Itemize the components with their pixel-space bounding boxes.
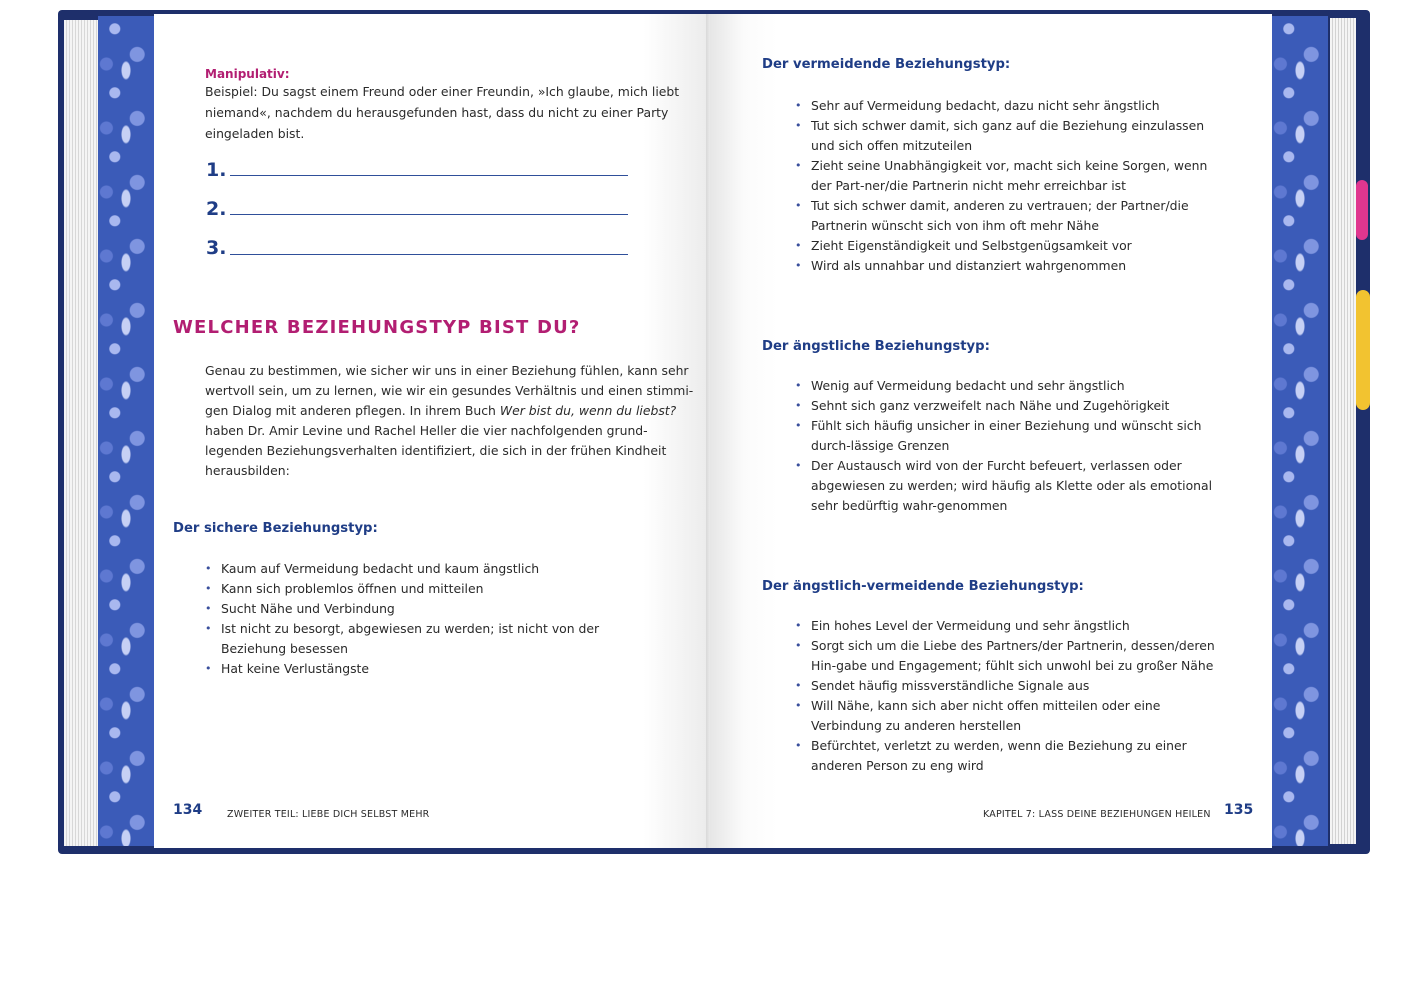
- intro-line-4: haben Dr. Amir Levine und Rachel Heller die vier nachfolgenden grund-: [205, 423, 648, 438]
- fearful-heading: Der ängstlich-vermeidende Beziehungstyp:: [762, 579, 1084, 594]
- answer-number-2: 2.: [206, 198, 227, 220]
- intro-line-3-text: gen Dialog mit anderen pflegen. In ihrem Buch: [205, 403, 496, 418]
- list-item: • Sehnt sich ganz verzweifelt nach Nähe und Zugehörigkeit: [795, 396, 1215, 416]
- list-item: • Zieht Eigenständigkeit und Selbstgenügsamkeit vor: [795, 236, 1215, 256]
- intro-line-6: herausbilden:: [205, 463, 290, 478]
- list-item: • Hat keine Verlustängste: [205, 659, 625, 679]
- fearful-list: [795, 616, 1215, 776]
- avoidant-heading: Der vermeidende Beziehungstyp:: [762, 57, 1011, 72]
- decorative-pattern-left: [98, 16, 154, 846]
- main-heading: WELCHER BEZIEHUNGSTYP BIST DU?: [173, 317, 581, 338]
- anxious-list: [795, 376, 1215, 516]
- list-item: • Der Austausch wird von der Furcht befeuert, verlassen oder abgewiesen zu werden; wird häufig als Klette oder als emotional sehr bedürftig wahr-genommen: [795, 456, 1215, 516]
- book-title: Wer bist du, wenn du liebst?: [499, 403, 677, 418]
- list-item: • Kaum auf Vermeidung bedacht und kaum ängstlich: [205, 559, 625, 579]
- page-number-right: 135: [1224, 802, 1254, 818]
- running-head-left: ZWEITER TEIL: LIEBE DICH SELBST MEHR: [227, 809, 430, 820]
- list-item: • Ein hohes Level der Vermeidung und sehr ängstlich: [795, 616, 1215, 636]
- list-item: • Wenig auf Vermeidung bedacht und sehr ängstlich: [795, 376, 1215, 396]
- intro-line-2: wertvoll sein, um zu lernen, wie wir ein gesundes Verhältnis und einen stimmi-: [205, 383, 694, 398]
- page-number-left: 134: [173, 802, 203, 818]
- answer-line-3[interactable]: [230, 254, 628, 255]
- secure-heading: Der sichere Beziehungstyp:: [173, 521, 378, 536]
- intro-line-3: [205, 400, 676, 421]
- intro-line-1: Genau zu bestimmen, wie sicher wir uns in einer Beziehung fühlen, kann sehr: [205, 363, 689, 378]
- answer-number-3: 3.: [206, 237, 227, 259]
- anxious-heading: Der ängstliche Beziehungstyp:: [762, 339, 990, 354]
- list-item: • Will Nähe, kann sich aber nicht offen mitteilen oder eine Verbindung zu anderen herstellen: [795, 696, 1215, 736]
- example-line-2: niemand«, nachdem du herausgefunden hast, dass du nicht zu einer Party: [205, 105, 669, 120]
- list-item: • Tut sich schwer damit, anderen zu vertrauen; der Partner/die Partnerin wünscht sich von ihm oft mehr Nähe: [795, 196, 1215, 236]
- list-item: • Befürchtet, verletzt zu werden, wenn die Beziehung zu einer anderen Person zu eng wird: [795, 736, 1215, 776]
- list-item: • Tut sich schwer damit, sich ganz auf die Beziehung einzulassen und sich offen mitzuteilen: [795, 116, 1215, 156]
- answer-line-2[interactable]: [230, 214, 628, 215]
- example-line-3: eingeladen bist.: [205, 126, 305, 141]
- page-edges-right: [1330, 18, 1356, 844]
- cover-accent-pink: [1356, 180, 1368, 240]
- example-line-1: Beispiel: Du sagst einem Freund oder einer Freundin, »Ich glaube, mich liebt: [205, 84, 680, 99]
- answer-line-1[interactable]: [230, 175, 628, 176]
- decorative-pattern-right: [1272, 16, 1328, 846]
- secure-list: [205, 559, 625, 679]
- list-item: • Sucht Nähe und Verbindung: [205, 599, 625, 619]
- list-item: • Zieht seine Unabhängigkeit vor, macht sich keine Sorgen, wenn der Part-ner/die Partnerin nicht mehr erreichbar ist: [795, 156, 1215, 196]
- list-item: • Ist nicht zu besorgt, abgewiesen zu werden; ist nicht von der Beziehung besessen: [205, 619, 625, 659]
- list-item: • Sendet häufig missverständliche Signale aus: [795, 676, 1215, 696]
- page-edges-left: [64, 20, 98, 846]
- running-head-right: KAPITEL 7: LASS DEINE BEZIEHUNGEN HEILEN: [983, 809, 1211, 820]
- manipulative-label: Manipulativ:: [205, 67, 290, 81]
- cover-accent-yellow: [1356, 290, 1370, 410]
- list-item: • Sehr auf Vermeidung bedacht, dazu nicht sehr ängstlich: [795, 96, 1215, 116]
- list-item: • Kann sich problemlos öffnen und mitteilen: [205, 579, 625, 599]
- list-item: • Sorgt sich um die Liebe des Partners/der Partnerin, dessen/deren Hin-gabe und Engagement; fühlt sich unwohl bei zu großer Nähe: [795, 636, 1215, 676]
- list-item: • Wird als unnahbar und distanziert wahrgenommen: [795, 256, 1215, 276]
- list-item: • Fühlt sich häufig unsicher in einer Beziehung und wünscht sich durch-lässige Grenzen: [795, 416, 1215, 456]
- intro-line-5: legenden Beziehungsverhalten identifiziert, die sich in der frühen Kindheit: [205, 443, 667, 458]
- avoidant-list: [795, 96, 1215, 276]
- answer-number-1: 1.: [206, 159, 227, 181]
